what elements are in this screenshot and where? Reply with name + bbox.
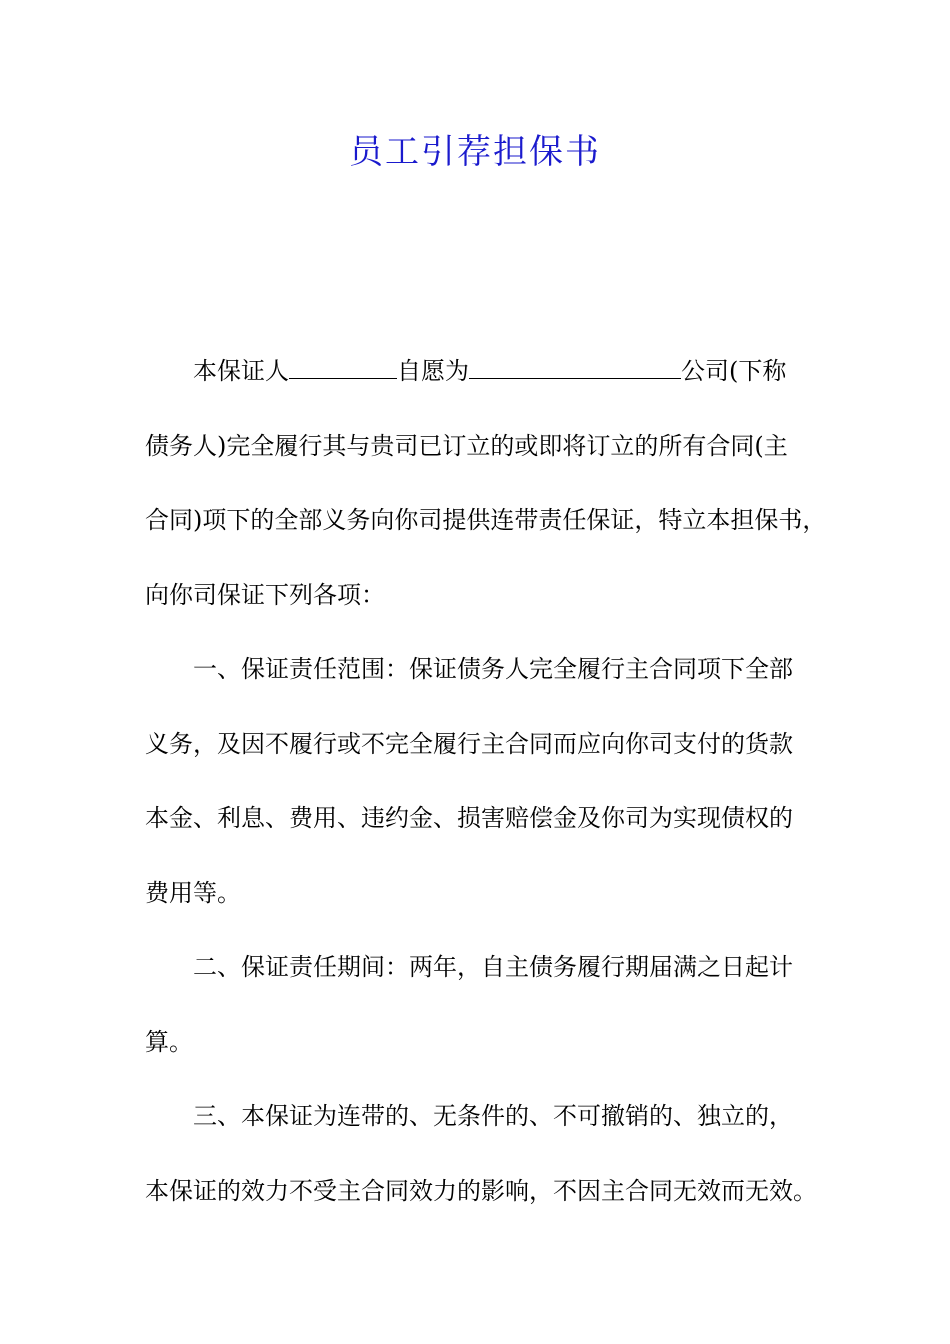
intro-line-2: 债务人)完全履行其与贵司已订立的或即将订立的所有合同(主 — [145, 431, 788, 460]
guarantor-name-blank[interactable] — [289, 356, 397, 379]
clause-2-paragraph — [145, 930, 825, 1079]
document-title: 员工引荐担保书 — [349, 132, 601, 172]
clause-3-line-2: 本保证的效力不受主合同效力的影响，不因主合同无效而无效。 — [145, 1176, 817, 1205]
clause-1-line-2: 义务，及因不履行或不完全履行主合同而应向你司支付的货款 — [145, 729, 793, 758]
intro-paragraph — [145, 334, 825, 632]
clause-1-line-3: 本金、利息、费用、违约金、损害赔偿金及你司为实现债权的 — [145, 804, 793, 832]
intro-text-guarantor: 本保证人 — [193, 357, 289, 385]
clause-3-paragraph — [145, 1079, 825, 1228]
clause-1-line-4: 费用等。 — [145, 878, 241, 907]
clause-1-paragraph — [145, 632, 825, 930]
clause-3-line-1: 三、本保证为连带的、无条件的、不可撤销的、独立的， — [193, 1102, 793, 1130]
intro-line-1 — [145, 334, 825, 409]
intro-text-company: 公司(下称 — [681, 357, 787, 385]
clause-1-line-1: 一、保证责任范围：保证债务人完全履行主合同项下全部 — [193, 655, 793, 683]
clause-2-line-1: 二、保证责任期间：两年，自主债务履行期届满之日起计 — [193, 953, 793, 981]
company-name-blank[interactable] — [469, 356, 681, 379]
clause-2-line-2: 算。 — [145, 1027, 193, 1056]
document-body — [145, 334, 825, 1228]
intro-line-4: 向你司保证下列各项： — [145, 580, 385, 609]
intro-text-voluntary: 自愿为 — [397, 357, 469, 385]
intro-line-3: 合同)项下的全部义务向你司提供连带责任保证，特立本担保书， — [145, 506, 827, 534]
